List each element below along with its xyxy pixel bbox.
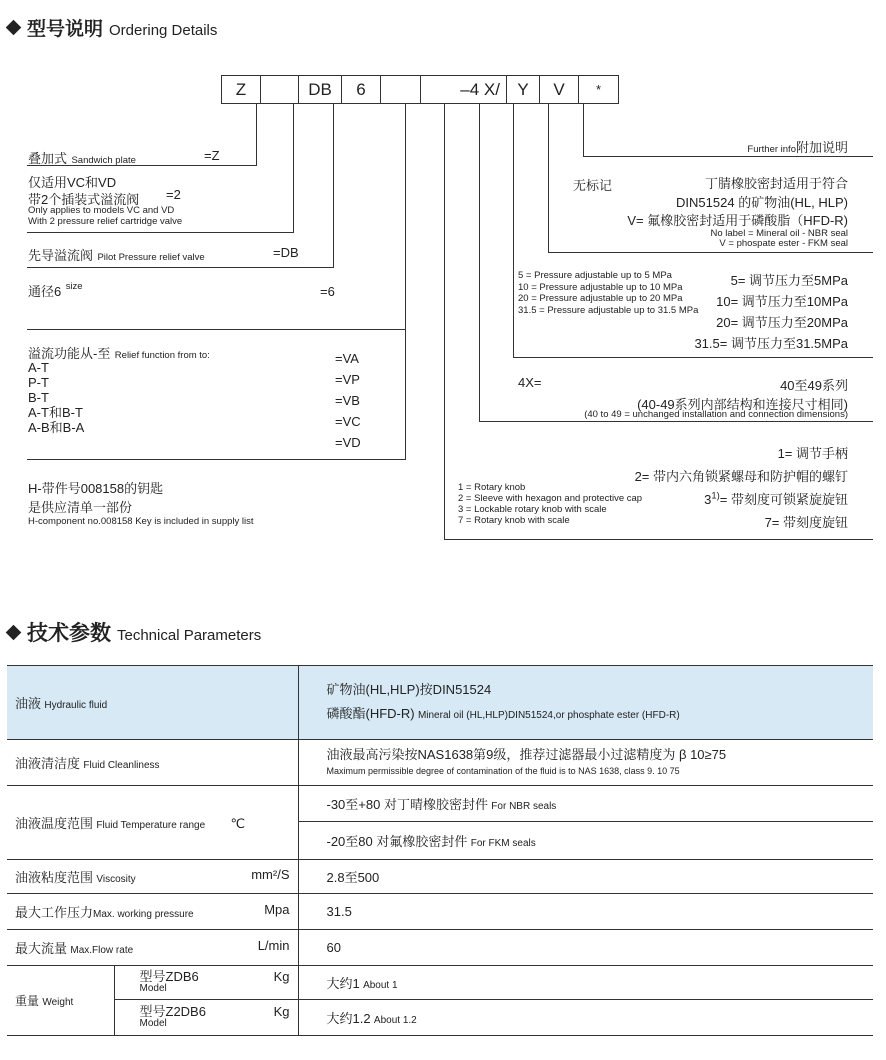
- code-box-v: V: [539, 75, 579, 104]
- pressure-zh-item: 10= 调节压力至10MPa: [716, 294, 848, 309]
- code-box-star: *: [578, 75, 619, 104]
- seal-en2: V = phospate ester - FKM seal: [719, 238, 848, 249]
- ordering-title: [4, 14, 217, 41]
- pressure-zh-item: 31.5= 调节压力至31.5MPa: [694, 336, 848, 351]
- code-box-blank1: [260, 75, 299, 104]
- pilot-code: =DB: [273, 245, 299, 260]
- pressure-en-item: 20 = Pressure adjustable up to 20 MPa: [518, 293, 683, 304]
- technical-table: [7, 665, 873, 1036]
- technical-title: [4, 617, 261, 647]
- code-box-6: 6: [341, 75, 381, 104]
- pressure-zh-list: [694, 270, 848, 354]
- adjust-zh-1: 1= 调节手柄: [777, 446, 848, 461]
- adjust-zh-3: $3^{1)}=$ 带刻度可锁紧旋旋钮: [704, 490, 848, 507]
- table-row: 油液清洁度 Fluid Cleanliness 油液最高污染按NAS1638第9级，推荐过滤器最小过滤精度为 β 10≥75 Maximum permissible degree of contamination of the fluid is to NAS 1638, class 9. 10 75: [7, 740, 873, 786]
- connector-v: [548, 104, 549, 253]
- relief-item-code: =VD: [335, 435, 361, 450]
- adjust-en-item: 3 = Lockable rotary knob with scale: [458, 504, 607, 515]
- technical-title-zh: 技术参数: [27, 622, 111, 645]
- adjust-en-item: 1 = Rotary knob: [458, 482, 526, 493]
- code-box-y: Y: [506, 75, 540, 104]
- pressure-zh-item: 5= 调节压力至5MPa: [730, 273, 848, 288]
- seal-zh2: DIN51524 的矿物油(HL, HLP): [676, 195, 848, 210]
- table-row: 重量 Weight Kg 型号ZDB6 Model 大约1 About 1: [7, 966, 873, 1000]
- relief-list: [28, 360, 84, 435]
- table-row: 最大工作压力Max. working pressure Mpa 31.5: [7, 894, 873, 930]
- relief-item-code: =VC: [335, 414, 361, 429]
- connector-y: [513, 104, 514, 358]
- fluid-value-1: 矿物油(HL,HLP)按DIN51524: [326, 681, 492, 697]
- connector-2: [293, 104, 294, 233]
- viscosity-value: 2.8至500: [298, 860, 873, 894]
- clean-value-zh: 油液最高污染按NAS1638第9级，推荐过滤器最小过滤精度为 β 10≥75: [326, 746, 727, 762]
- seal-zh1: 丁腈橡胶密封适用于符合: [704, 176, 848, 191]
- connector-v-h: [548, 252, 873, 253]
- code-box-z: Z: [221, 75, 261, 104]
- code-box-4x: –4 X/: [420, 75, 507, 104]
- technical-title-en: Technical Parameters: [117, 627, 262, 644]
- adjust-zh-7: 7= 带刻度旋钮: [764, 515, 848, 530]
- series-en: (40 to 49 = unchanged installation and connection dimensions): [584, 409, 848, 420]
- key-zh1: H-带件号008158的钥匙: [28, 481, 164, 496]
- pressure-en-item: 31.5 = Pressure adjustable up to 31.5 MPa: [518, 304, 699, 316]
- connector-knob: [444, 104, 445, 540]
- relief-item-label: P-T: [28, 375, 49, 390]
- diamond-bullet-icon: [6, 20, 22, 36]
- table-row: Kg 型号Z2DB6 Model 大约1.2 About 1.2: [7, 1000, 873, 1036]
- relief-item-code: =VB: [335, 393, 360, 408]
- relief-item-label: A-T: [28, 360, 49, 375]
- seal-zh3: V= 氟橡胶密封适用于磷酸脂（HFD-R): [627, 213, 848, 228]
- relief-item-label: A-B和B-A: [28, 420, 85, 435]
- code-box-blank2: [380, 75, 421, 104]
- diamond-bullet-icon: [6, 625, 22, 641]
- code-box-db: DB: [298, 75, 342, 104]
- series-zh2: (40-49系列内部结构和连接尺寸相同): [637, 397, 848, 412]
- table-row: 油液 Hydraulic fluid 矿物油(HL,HLP)按DIN51524 磷酸酯(HFD-R) Mineral oil (HL,HLP)DIN51524,or phosphate ester (HFD-R): [7, 666, 873, 740]
- pressure-value: 31.5: [298, 894, 873, 930]
- pilot-label: 先导溢流阀 Pilot Pressure relief valve: [28, 248, 205, 263]
- connector-relief: [405, 104, 406, 460]
- connector-4x-h: [479, 421, 873, 422]
- connector-y-h: [513, 357, 873, 358]
- key-en: H-component no.008158 Key is included in supply list: [28, 516, 254, 527]
- flow-value: 60: [298, 930, 873, 966]
- connector-size-h: [27, 329, 406, 330]
- relief-item-code: =VA: [335, 351, 359, 366]
- connector-db-h: [27, 267, 334, 268]
- vc-vd-zh1: 仅适用VC和VD: [28, 175, 117, 190]
- table-row: 油液温度范围 Fluid Temperature range ℃ -30至+80 对丁晴橡胶密封件 For NBR seals: [7, 786, 873, 822]
- vc-vd-code: =2: [166, 187, 181, 202]
- pressure-en-list: [518, 270, 698, 316]
- further-info: Further info附加说明: [747, 140, 848, 155]
- vc-vd-zh2: 带2个插装式溢流阀: [28, 192, 140, 207]
- adjust-en-item: 2 = Sleeve with hexagon and protective cap: [458, 493, 643, 504]
- adjust-en-item: 7 = Rotary knob with scale: [458, 515, 570, 526]
- seal-en1: No label = Mineral oil - NBR seal: [710, 228, 848, 239]
- vc-vd-en2: With 2 pressure relief cartridge valve: [28, 216, 183, 227]
- relief-item-label: A-T和B-T: [28, 405, 83, 420]
- sandwich-code: =Z: [204, 148, 220, 163]
- connector-relief-h: [27, 459, 406, 460]
- relief-item-label: B-T: [28, 390, 49, 405]
- table-row: 油液粘度范围 Viscosity mm²/S 2.8至500: [7, 860, 873, 894]
- series-zh1: 40至49系列: [780, 378, 848, 393]
- adjust-zh-2: 2= 带内六角锁紧螺母和防护帽的螺钉: [634, 469, 848, 484]
- connector-star: [583, 104, 584, 157]
- connector-knob-h: [444, 539, 873, 540]
- pressure-en-item: 10 = Pressure adjustable up to 10 MPa: [518, 281, 683, 293]
- table-row: 最大流量 Max.Flow rate L/min 60: [7, 930, 873, 966]
- clean-value-en: Maximum permissible degree of contamination of the fluid is to NAS 1638, class 9. 10 75: [326, 765, 680, 776]
- table-row: -20至80 对氟橡胶密封件 For FKM seals: [7, 822, 873, 860]
- relief-label: 溢流功能从-至 Relief function from to:: [28, 346, 210, 361]
- ordering-title-zh: 型号说明: [27, 19, 104, 40]
- connector-z: [256, 104, 257, 166]
- connector-4x: [479, 104, 480, 422]
- sandwich-label: 叠加式 Sandwich plate: [28, 151, 136, 166]
- size-code: =6: [320, 284, 335, 299]
- seal-no-label: 无标记: [573, 178, 613, 193]
- series-code: 4X=: [518, 375, 542, 390]
- vc-vd-en1: Only applies to models VC and VD: [28, 205, 175, 216]
- pressure-en-item: 5 = Pressure adjustable up to 5 MPa: [518, 270, 672, 281]
- relief-codes: [335, 348, 361, 453]
- relief-item-code: =VP: [335, 372, 360, 387]
- key-zh2: 是供应清单一部份: [28, 500, 133, 515]
- ordering-title-en: Ordering Details: [109, 22, 218, 39]
- adjust-en-list: [458, 482, 642, 526]
- pressure-zh-item: 20= 调节压力至20MPa: [716, 315, 848, 330]
- connector-2-h: [27, 232, 294, 233]
- size-label: 通径6 $^{size}$: [28, 281, 83, 299]
- connector-db: [333, 104, 334, 268]
